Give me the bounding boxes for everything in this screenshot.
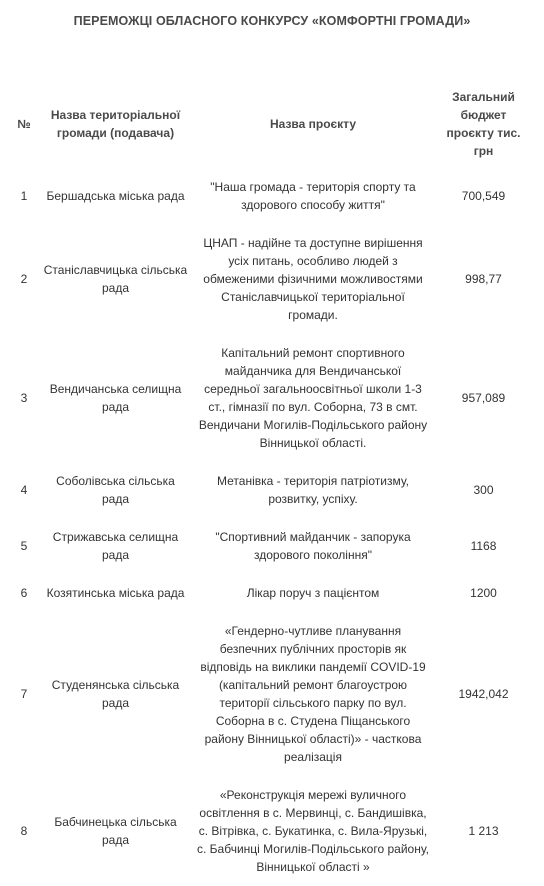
row-project: Лікар поруч з пацієнтом [246,586,380,600]
table-row [10,224,534,334]
table-header-row [10,80,534,168]
row-budget: 998,77 [465,272,502,286]
row-number: 6 [20,586,28,600]
row-number: 4 [20,483,28,497]
row-number: 2 [20,272,28,286]
table-row [10,612,534,776]
row-budget: 1200 [470,586,497,600]
row-number: 5 [20,539,28,553]
row-project: Метанівка - територія патріотизму, розвитку, успіху. [217,474,409,506]
row-community: Станіславчицька сільська рада [43,263,188,295]
header-community: Назва територіальної громади (подавача) [50,108,181,140]
row-community: Бершадська міська рада [46,189,185,203]
row-community: Вендичанська селищна рада [49,382,182,414]
row-budget: 300 [473,483,494,497]
table-row [10,518,534,574]
table-row [10,776,534,886]
table-row [10,168,534,224]
row-project: «Реконструкція мережі вуличного освітлення в с. Мервинці, с. Бандишівка, с. Вітрівка, с. Букатинка, с. Вила-Ярузькі, с. Бабчинці Могилів-Подільського району, Вінницької області » [197,788,429,874]
row-number: 8 [20,824,28,838]
row-project: «Гендерно-чутливе планування безпечних публічних просторів як відповідь на виклики пандемії COVID-19 (капітальний ремонт благоустрою території сільського парку по вул. Соборна в с. Студена Піщанського району Вінницької області)» - часткова реалізація [200,624,426,764]
page-title: ПЕРЕМОЖЦІ ОБЛАСНОГО КОНКУРСУ «КОМФОРТНІ ГРОМАДИ» [73,14,471,28]
row-community: Соболівська сільська рада [56,474,175,506]
row-community: Студенянська сільська рада [51,678,180,710]
table-row [10,462,534,518]
row-budget: 1 213 [468,824,499,838]
winners-table [10,80,534,886]
row-community: Козятинська міська рада [46,586,185,600]
header-project: Назва проєкту [269,117,357,131]
row-budget: 957,089 [461,391,506,405]
row-budget: 1942,042 [458,687,509,701]
row-number: 1 [20,189,28,203]
row-number: 3 [20,391,28,405]
row-project: Капітальний ремонт спортивного майданчика для Вендичанської середньої загальноосвітньої школи 1-3 ст., гімназії по вул. Соборна, 73 в смт. Вендичани Могилів-Подільського району Вінницької області. [198,346,428,450]
table-row [10,334,534,462]
row-community: Стрижавська селищна рада [52,530,179,562]
header-number: № [17,117,31,131]
row-project: "Наша громада - територія спорту та здорового способу життя" [210,180,416,212]
table-row [10,574,534,612]
row-community: Бабчинецька сільська рада [54,815,177,847]
row-budget: 1168 [470,539,497,553]
row-project: ЦНАП - надійне та доступне вирішення усіх питань, особливо людей з обмеженими фізичними можливостями Станіславчицької територіальної громади. [203,236,423,322]
header-budget: Загальний бюджет проєкту тис. грн [446,90,521,158]
row-number: 7 [20,687,28,701]
row-project: "Спортивний майданчик - запорука здорового покоління" [215,530,411,562]
row-budget: 700,549 [461,189,506,203]
